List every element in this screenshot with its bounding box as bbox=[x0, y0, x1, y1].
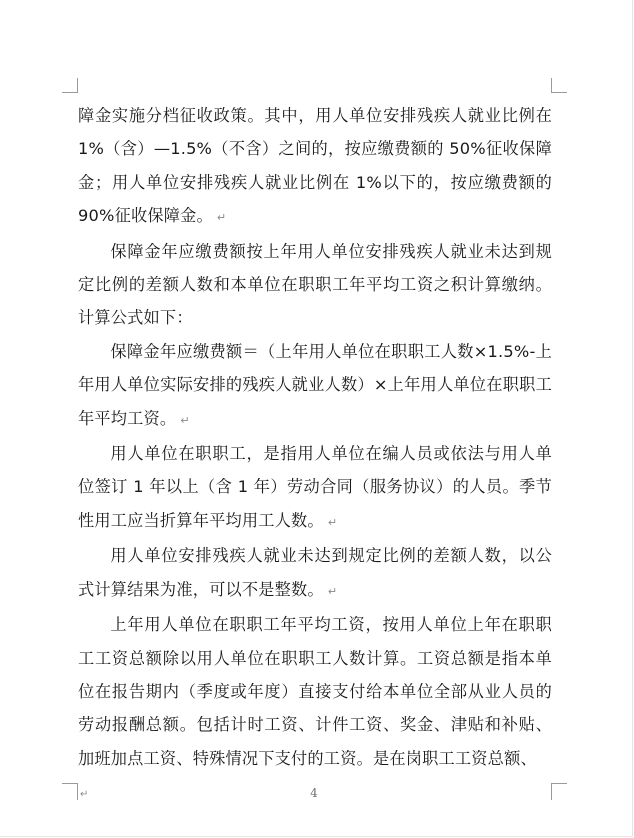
paragraph: 保障金年应缴费额按上年用人单位安排残疾人就业未达到规定比例的差额人数和本单位在职职工年平均工资之积计算缴纳。计算公式如下： bbox=[78, 241, 552, 328]
crop-mark-bottom-left-h bbox=[62, 783, 78, 784]
footer-paragraph-mark-icon: ↵ bbox=[80, 789, 89, 800]
crop-mark-top-left-h bbox=[62, 92, 78, 93]
crop-mark-bottom-right-h bbox=[551, 783, 567, 784]
paragraph-mark-icon: ↵ bbox=[180, 413, 190, 427]
paragraph: 障金实施分档征收政策。其中，用人单位安排残疾人就业比例在1%（含）—1.5%（不含）之间的，按应缴费额的 50%征收保障金；用人单位安排残疾人就业比例在 1%以下的，按应缴费额的90%征收保障金。 ↵ bbox=[78, 106, 552, 226]
paragraph: 用人单位在职职工，是指用人单位在编人员或依法与用人单位签订 1 年以上（含 1 年）劳动合同（服务协议）的人员。季节性用工应当折算年平均用工人数。 ↵ bbox=[78, 444, 552, 530]
document-body bbox=[78, 99, 552, 775]
paragraph: 用人单位安排残疾人就业未达到规定比例的差额人数，以公式计算结果为准，可以不是整数。 ↵ bbox=[78, 546, 552, 599]
crop-mark-top-right-h bbox=[551, 92, 567, 93]
paragraph: 上年用人单位在职职工年平均工资，按用人单位上年在职职工工资总额除以用人单位在职职工人数计算。工资总额是指本单位在报告期内（季度或年度）直接支付给本单位全部从业人员的劳动报酬总额。包括计时工资、计件工资、奖金、津贴和补贴、加班加点工资、特殊情况下支付的工资。是在岗职工工资总额、 bbox=[78, 615, 552, 768]
paragraph-mark-icon: ↵ bbox=[216, 211, 227, 225]
crop-mark-top-left-v bbox=[77, 78, 78, 93]
paragraph-mark-icon: ↵ bbox=[327, 515, 338, 529]
page-number: 4 bbox=[310, 786, 318, 800]
paragraph-mark-icon: ↵ bbox=[327, 584, 338, 598]
crop-mark-top-right-v bbox=[551, 78, 552, 93]
paragraph: 保障金年应缴费额＝（上年用人单位在职职工人数×1.5%-上年用人单位实际安排的残疾人就业人数）×上年用人单位在职职工年平均工资。 ↵ bbox=[78, 341, 552, 428]
